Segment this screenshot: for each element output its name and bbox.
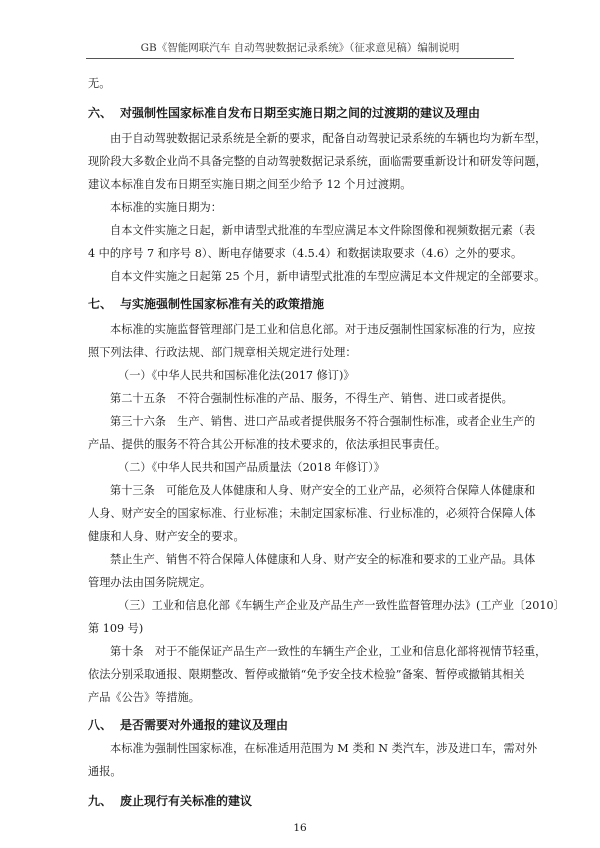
header-divider: [86, 58, 514, 59]
paragraph-line: （一）《中华人民共和国标准化法(2017 修订)》: [118, 369, 355, 382]
paragraph-line: 本标准为强制性国家标准，在标准适用范围为 M 类和 N 类汽车，涉及进口车，需对外: [110, 742, 538, 755]
paragraph-line: （三）工业和信息化部《车辆生产企业及产品生产一致性监督管理办法》(工产业〔2010〕: [118, 599, 565, 612]
page-header: GB《智能网联汽车 自动驾驶数据记录系统》（征求意见稿）编制说明: [140, 42, 460, 54]
paragraph-line: 产品、提供的服务不符合其公开标准的技术要求的，依法承担民事责任。: [88, 438, 447, 451]
paragraph-line: 自本文件实施之日起第 25 个月，新申请型式批准的车型应满足本文件规定的全部要求。: [110, 270, 546, 283]
paragraph-line: 产品《公告》等措施。: [88, 691, 200, 704]
section-heading-8: [88, 716, 288, 733]
paragraph-line: 第十条 对于不能保证产品生产一致性的车辆生产企业，工业和信息化部将视情节轻重，: [110, 645, 547, 658]
section-heading-9: [88, 792, 252, 809]
paragraph-line: 现阶段大多数企业尚不具备完整的自动驾驶数据记录系统，面临需要重新设计和研发等问题，: [88, 155, 547, 168]
paragraph-line: 本标准的实施日期为：: [110, 201, 222, 214]
section-title: 是否需要对外通报的建议及理由: [120, 718, 289, 732]
paragraph-line: 第十三条 可能危及人体健康和人身、财产安全的工业产品，必须符合保障人体健康和: [110, 484, 536, 497]
paragraph-line: 由于自动驾驶数据记录系统是全新的要求，配备自动驾驶记录系统的车辆也均为新车型，: [110, 132, 547, 145]
paragraph-line: 禁止生产、销售不符合保障人体健康和人身、财产安全的标准和要求的工业产品。具体: [110, 553, 536, 566]
paragraph-line: 第 109 号): [88, 622, 144, 635]
paragraph-line: 健康和人身、财产安全的要求。: [88, 530, 245, 543]
paragraph-line: 照下列法律、行政法规、部门规章相关规定进行处理：: [88, 346, 357, 359]
section-number: 八、: [88, 718, 113, 732]
paragraph-line: （二）《中华人民共和国产品质量法（2018 年修订）》: [118, 461, 385, 474]
paragraph-line: 第三十六条 生产、销售、进口产品或者提供服务不符合强制性标准，或者企业生产的: [110, 415, 536, 428]
section-number: 九、: [88, 794, 113, 808]
paragraph-line: 建议本标准自发布日期至实施日期之间至少给予 12 个月过渡期。: [88, 178, 412, 191]
page-number: 16: [293, 822, 307, 834]
paragraph-line: 自本文件实施之日起，新申请型式批准的车型应满足本文件除图像和视频数据元素（表: [110, 224, 536, 237]
paragraph-line: 第二十五条 不符合强制性标准的产品、服务，不得生产、销售、进口或者提供。: [110, 392, 513, 405]
section-heading-6: [88, 104, 480, 121]
paragraph-line: 通报。: [88, 765, 122, 778]
section-title: 对强制性国家标准自发布日期至实施日期之间的过渡期的建议及理由: [120, 106, 481, 120]
paragraph-line: 管理办法由国务院规定。: [88, 576, 212, 589]
section-title: 与实施强制性国家标准有关的政策措施: [120, 297, 325, 311]
paragraph-line: 依法分别采取通报、限期整改、暂停或撤销“免予安全技术检验”备案、暂停或撤销其相关: [88, 668, 525, 681]
section-title: 废止现行有关标准的建议: [120, 794, 253, 808]
section-number: 六、: [88, 106, 113, 120]
paragraph-line: 4 中的序号 7 和序号 8）、断电存储要求（4.5.4）和数据读取要求（4.6）之外的要求。: [88, 247, 523, 260]
paragraph-line: 本标准的实施监督管理部门是工业和信息化部。对于违反强制性国家标准的行为，应按: [110, 323, 536, 336]
section-number: 七、: [88, 297, 113, 311]
paragraph-line: 人身、财产安全的国家标准、行业标准；未制定国家标准、行业标准的，必须符合保障人体: [88, 507, 536, 520]
paragraph-line: 无。: [88, 77, 111, 90]
section-heading-7: [88, 295, 324, 312]
